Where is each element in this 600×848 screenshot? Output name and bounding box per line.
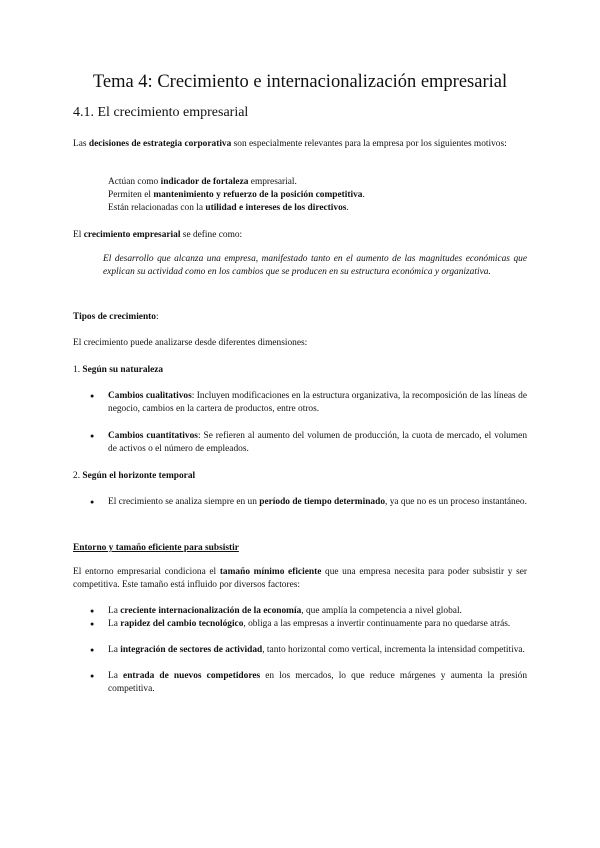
list-item — [108, 618, 527, 631]
dimension-title: Según su naturaleza — [82, 365, 164, 375]
list-item-text: : Se refieren al aumento del volumen de producción, la cuota de mercado, el volumen de activos o el número de empleados. — [108, 431, 528, 454]
intro-text: Las — [73, 139, 89, 149]
motive-text: Permiten el — [108, 190, 154, 200]
list-item-text-end: , ya que no es un proceso instantáneo. — [385, 497, 527, 507]
motive-text-end: empresarial. — [248, 177, 297, 187]
list-item-bold: Cambios cualitativos — [108, 391, 192, 401]
environment-heading — [73, 542, 527, 555]
motive-text-end: . — [362, 190, 365, 200]
motive-text: Están relacionadas con la — [108, 203, 206, 213]
motive-bold: indicador de fortaleza — [160, 177, 249, 187]
intro-bold: decisiones de estrategia corporativa — [88, 139, 232, 149]
list-item-text-end: , tanto horizontal como vertical, incrementa la intensidad competitiva. — [262, 645, 525, 655]
list-item-text-end: , que amplía la competencia a nivel global. — [301, 606, 462, 616]
definition-quote: El desarrollo que alcanza una empresa, manifestado tanto en el aumento de las magnitudes económicas que explican su actividad como en los cambios que se producen en su estructura económica y organizativa. — [103, 254, 527, 277]
dimension-number: 1. — [73, 365, 83, 375]
environment-text: El entorno empresarial condiciona el — [73, 567, 220, 577]
types-heading — [73, 311, 527, 324]
list-item-bold: Cambios cuantitativos — [108, 431, 198, 441]
list-item-text: La — [108, 671, 124, 681]
list-item-text-end: , obliga a las empresas a invertir continuamente para no quedarse atrás. — [243, 619, 511, 629]
motive-text-end: . — [346, 203, 349, 213]
types-heading-suffix: : — [155, 312, 159, 322]
list-item-bold: creciente internacionalización de la economía — [120, 606, 302, 616]
list-item-text: El crecimiento se analiza siempre en un — [108, 497, 260, 507]
list-item-bold: rapidez del cambio tecnológico — [120, 619, 244, 629]
dimension-title: Según el horizonte temporal — [82, 471, 196, 481]
definition-intro — [73, 229, 527, 242]
environment-text-end: que una empresa necesita para poder subsistir y ser competitiva. Este tamaño está influido por diversos factores: — [73, 567, 527, 590]
list-item-text: : Incluyen modificaciones en la estructura organizativa, la recomposición de las líneas de negocio, cambios en la cartera de productos, entre otros. — [108, 391, 527, 414]
motive-item — [108, 202, 528, 215]
list-item-text-end: en los mercados, lo que reduce márgenes y aumenta la presión competitiva. — [108, 671, 528, 694]
list-item-bold: período de tiempo determinado — [259, 497, 386, 507]
definition-text-end: se define como: — [180, 230, 243, 240]
dimension-number: 2. — [73, 471, 83, 481]
motive-bold: mantenimiento y refuerzo de la posición competitiva — [153, 190, 363, 200]
list-item-text: La — [108, 645, 121, 655]
list-item — [108, 644, 527, 657]
dimension-heading — [73, 470, 527, 483]
list-item — [108, 390, 527, 416]
motive-item — [108, 176, 528, 189]
environment-heading-text: Entorno y tamaño eficiente para subsistir — [73, 543, 239, 553]
environment-intro — [73, 566, 527, 592]
list-item-text: La — [108, 606, 121, 616]
list-item-text: La — [108, 619, 121, 629]
types-heading-bold: Tipos de crecimiento — [73, 312, 156, 322]
motive-text: Actúan como — [108, 177, 161, 187]
intro-paragraph — [73, 138, 527, 151]
list-item — [108, 605, 527, 618]
list-item-bold: entrada de nuevos competidores — [123, 671, 261, 681]
list-item — [108, 670, 527, 696]
list-item-bold: integración de sectores de actividad — [120, 645, 263, 655]
section-heading: 4.1. El crecimiento empresarial — [73, 105, 249, 120]
list-item — [108, 430, 527, 456]
definition-bold: crecimiento empresarial — [83, 230, 181, 240]
motive-item — [108, 189, 528, 202]
motive-bold: utilidad e intereses de los directivos — [205, 203, 347, 213]
list-item — [108, 496, 527, 509]
dimension-heading — [73, 364, 527, 377]
types-intro: El crecimiento puede analizarse desde diferentes dimensiones: — [73, 338, 308, 348]
definition-text: El — [73, 230, 84, 240]
page-title: Tema 4: Crecimiento e internacionalización empresarial — [92, 72, 508, 92]
environment-bold: tamaño mínimo eficiente — [219, 567, 322, 577]
intro-text-end: son especialmente relevantes para la empresa por los siguientes motivos: — [231, 139, 507, 149]
